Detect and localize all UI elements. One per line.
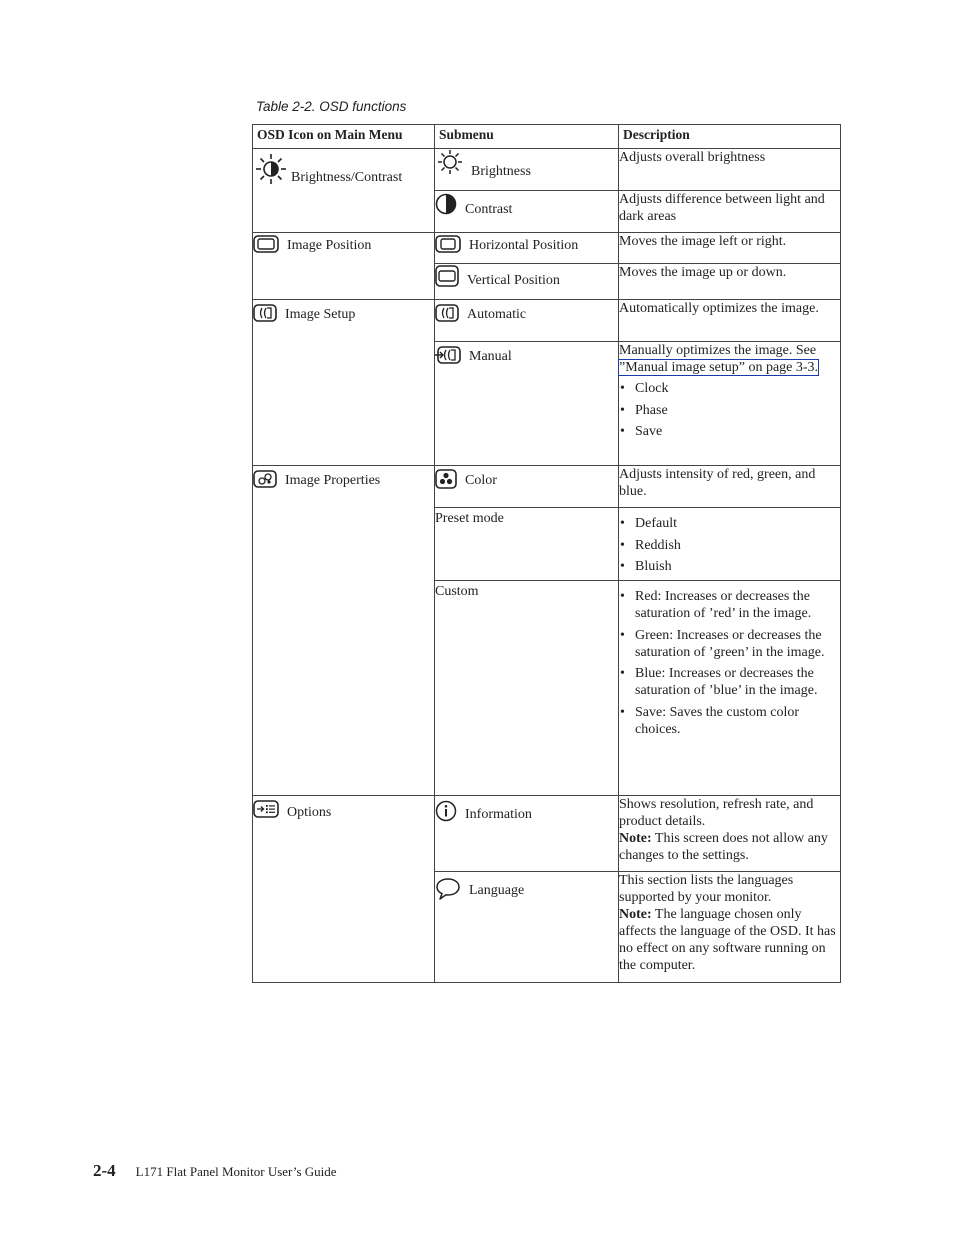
main-menu-label: Options xyxy=(287,805,332,820)
submenu-label: Manual xyxy=(469,349,512,364)
submenu-label: Vertical Position xyxy=(467,273,560,288)
desc-preset-mode xyxy=(619,508,841,581)
list-item: • Bluish xyxy=(619,558,840,575)
table-caption: Table 2-2. OSD functions xyxy=(256,99,407,114)
note-label: Note: xyxy=(619,831,652,846)
submenu-label: Information xyxy=(465,807,532,822)
header-main-menu: OSD Icon on Main Menu xyxy=(253,125,435,149)
image-properties-icon xyxy=(253,470,277,488)
list-item: • Save: Saves the custom color choices. xyxy=(619,704,840,738)
custom-items-list xyxy=(619,588,840,738)
note-label: Note: xyxy=(619,907,652,922)
desc-automatic: Automatically optimizes the image. xyxy=(619,300,841,342)
submenu-label: Preset mode xyxy=(435,511,504,526)
submenu-label: Color xyxy=(465,473,497,488)
manual-image-setup-link[interactable]: ”Manual image setup” on page 3-3. xyxy=(619,360,819,375)
submenu-label: Language xyxy=(469,883,525,898)
note-text: The language chosen only affects the language of the OSD. It has no effect on any software running on the computer. xyxy=(619,907,836,973)
main-menu-label: Image Setup xyxy=(285,307,356,322)
desc-information xyxy=(619,796,841,872)
table-header-row xyxy=(253,125,841,149)
main-menu-image-setup xyxy=(253,300,435,466)
note-text: This screen does not allow any changes to the settings. xyxy=(619,831,828,863)
list-item: • Red: Increases or decreases the saturation of ’red’ in the image. xyxy=(619,588,840,622)
main-menu-label: Image Properties xyxy=(285,473,381,488)
submenu-label: Custom xyxy=(435,584,479,599)
image-setup-icon xyxy=(253,304,277,322)
desc-language xyxy=(619,872,841,983)
list-item: • Clock xyxy=(619,380,840,397)
list-item: • Save xyxy=(619,423,840,440)
brightness-contrast-icon xyxy=(253,152,289,186)
main-menu-brightness-contrast xyxy=(253,149,435,233)
vertical-position-icon xyxy=(435,265,459,287)
desc-manual-intro: Manually optimizes the image. See xyxy=(619,343,817,358)
image-position-icon xyxy=(253,235,279,253)
document-title: L171 Flat Panel Monitor User’s Guide xyxy=(135,1164,337,1179)
options-icon xyxy=(253,800,279,818)
manual-icon xyxy=(435,346,461,364)
table-row xyxy=(253,149,841,191)
list-item: • Reddish xyxy=(619,537,840,554)
submenu-color xyxy=(435,466,619,508)
information-icon xyxy=(435,800,457,822)
submenu-brightness xyxy=(435,149,619,191)
main-menu-image-properties xyxy=(253,466,435,796)
brightness-icon xyxy=(435,148,465,176)
desc-brightness: Adjusts overall brightness xyxy=(619,149,841,191)
page-number: 2-4 xyxy=(93,1161,116,1180)
desc-information-text: Shows resolution, refresh rate, and product details. xyxy=(619,797,814,829)
list-item: • Default xyxy=(619,515,840,532)
submenu-automatic xyxy=(435,300,619,342)
submenu-language xyxy=(435,872,619,983)
list-item: • Green: Increases or decreases the saturation of ’green’ in the image. xyxy=(619,627,840,661)
main-menu-image-position xyxy=(253,233,435,300)
horizontal-position-icon xyxy=(435,235,461,253)
osd-functions-table xyxy=(252,124,841,983)
header-description: Description xyxy=(619,125,841,149)
list-item: • Phase xyxy=(619,402,840,419)
submenu-label: Brightness xyxy=(471,164,531,179)
table-row xyxy=(253,796,841,872)
table-row xyxy=(253,233,841,264)
automatic-icon xyxy=(435,304,459,322)
main-menu-options xyxy=(253,796,435,983)
submenu-horizontal-position xyxy=(435,233,619,264)
submenu-custom xyxy=(435,581,619,796)
header-submenu: Submenu xyxy=(435,125,619,149)
main-menu-label: Image Position xyxy=(287,238,372,253)
color-icon xyxy=(435,469,457,489)
submenu-information xyxy=(435,796,619,872)
submenu-contrast xyxy=(435,191,619,233)
submenu-manual xyxy=(435,342,619,466)
desc-language-text: This section lists the languages supported by your monitor. xyxy=(619,873,794,905)
speech-bubble-icon xyxy=(435,877,461,901)
desc-vertical-position: Moves the image up or down. xyxy=(619,264,841,300)
page-footer xyxy=(93,1161,337,1181)
contrast-icon xyxy=(435,193,457,215)
desc-color: Adjusts intensity of red, green, and blue. xyxy=(619,466,841,508)
preset-items-list xyxy=(619,515,840,575)
submenu-label: Contrast xyxy=(465,202,513,217)
desc-custom xyxy=(619,581,841,796)
submenu-label: Automatic xyxy=(467,307,527,322)
list-item: • Blue: Increases or decreases the saturation of ’blue’ in the image. xyxy=(619,665,840,699)
desc-contrast: Adjusts difference between light and dark areas xyxy=(619,191,841,233)
submenu-label: Horizontal Position xyxy=(469,238,579,253)
submenu-preset-mode xyxy=(435,508,619,581)
table-row xyxy=(253,300,841,342)
main-menu-label: Brightness/Contrast xyxy=(291,170,403,185)
table-row xyxy=(253,466,841,508)
submenu-vertical-position xyxy=(435,264,619,300)
desc-horizontal-position: Moves the image left or right. xyxy=(619,233,841,264)
desc-manual xyxy=(619,342,841,466)
manual-items-list xyxy=(619,380,840,440)
